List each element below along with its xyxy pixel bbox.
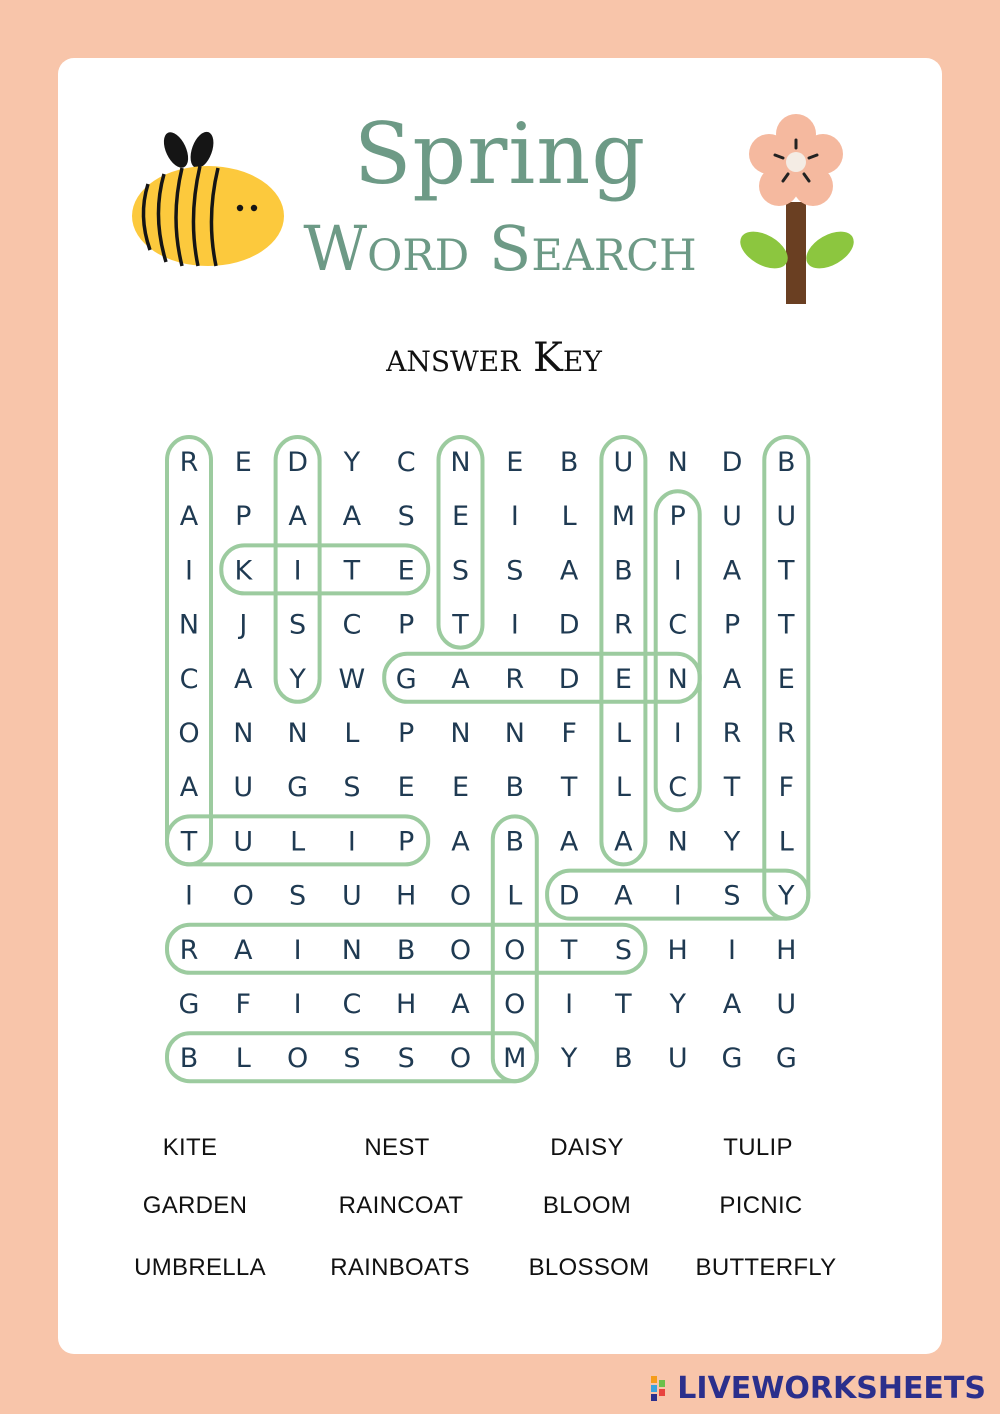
grid-letter: N: [287, 718, 308, 749]
grid-letter: M: [503, 1043, 527, 1075]
grid-letter: I: [673, 718, 682, 749]
grid-letter: B: [559, 447, 579, 478]
grid-letter: T: [778, 555, 795, 587]
grid-letter: U: [722, 501, 742, 533]
grid-letter: O: [178, 718, 200, 749]
grid-letter: T: [343, 555, 361, 587]
grid-letter: H: [776, 934, 797, 966]
grid-letter: I: [510, 609, 519, 641]
grid-letter: Y: [560, 1043, 578, 1075]
grid-letter: C: [342, 989, 362, 1020]
grid-letter: O: [504, 989, 526, 1020]
grid-letter: H: [396, 880, 417, 912]
grid-letter: C: [668, 772, 688, 804]
brand-logo-icon: [651, 1376, 673, 1402]
grid-letter: I: [347, 826, 356, 858]
grid-letter: F: [778, 772, 795, 804]
grid-letter: F: [235, 989, 252, 1020]
grid-letter: S: [343, 772, 361, 804]
grid-letter: I: [565, 989, 574, 1020]
grid-letter: T: [615, 989, 632, 1020]
grid-letter: B: [614, 1043, 633, 1075]
grid-letter: I: [185, 880, 193, 912]
grid-letter: P: [398, 826, 415, 858]
grid-letter: N: [178, 609, 200, 641]
grid-letter: S: [451, 555, 470, 587]
grid-letter: B: [614, 555, 633, 587]
grid-letter: Y: [723, 826, 741, 858]
grid-letter: L: [561, 501, 577, 533]
grid-letter: L: [615, 718, 631, 749]
grid-letter: I: [673, 880, 682, 912]
grid-letter: U: [776, 989, 797, 1020]
grid-letter: B: [777, 447, 796, 478]
grid-letter: W: [338, 663, 366, 695]
grid-letter: C: [396, 447, 416, 478]
answer-highlight-garden: [384, 654, 700, 702]
grid-letter: H: [396, 989, 417, 1020]
grid-letter: D: [721, 447, 743, 478]
grid-letter: O: [232, 880, 254, 912]
grid-letter: B: [179, 1043, 199, 1075]
grid-letter: S: [506, 555, 524, 587]
grid-letter: A: [234, 663, 253, 695]
grid-letter: A: [288, 501, 307, 533]
word-list-item: BLOSSOM: [528, 1254, 650, 1281]
grid-letter: S: [289, 880, 307, 912]
grid-letter: S: [289, 609, 307, 641]
grid-letter: O: [449, 934, 472, 966]
grid-letter: T: [723, 772, 741, 804]
grid-letter: D: [558, 663, 580, 695]
grid-letter: E: [397, 772, 415, 804]
grid-letter: E: [777, 663, 795, 695]
grid-letter: G: [287, 772, 309, 804]
grid-letter: G: [775, 1043, 797, 1075]
grid-letter: A: [722, 989, 742, 1020]
grid-letter: U: [667, 1043, 688, 1075]
grid-letter: A: [342, 501, 362, 533]
grid-letter: I: [293, 934, 302, 966]
grid-letter: J: [239, 609, 248, 641]
grid-letter: I: [293, 555, 302, 587]
grid-letter: N: [667, 663, 688, 695]
grid-letter: A: [451, 826, 470, 858]
grid-letter: P: [398, 718, 415, 749]
word-list-item: PICNIC: [719, 1192, 803, 1219]
grid-letter: E: [234, 447, 252, 478]
grid-letter: N: [450, 718, 471, 749]
answer-highlight-picnic: [656, 491, 700, 810]
word-list-item: RAINBOATS: [330, 1254, 470, 1281]
grid-letter: A: [559, 555, 579, 587]
grid-letter: D: [558, 609, 580, 641]
grid-letter: E: [451, 501, 470, 533]
grid-letter: L: [778, 826, 794, 858]
grid-letter: A: [179, 772, 199, 804]
grid-letter: I: [185, 555, 193, 587]
grid-letter: A: [179, 501, 199, 533]
grid-letter: E: [506, 447, 524, 478]
grid-letter: H: [667, 934, 688, 966]
grid-letter: R: [776, 718, 796, 749]
grid-letter: L: [235, 1043, 251, 1075]
grid-letter: I: [293, 989, 302, 1020]
grid-letter: F: [561, 718, 577, 749]
grid-letter: C: [668, 609, 688, 641]
word-list-item: TULIP: [723, 1134, 793, 1161]
grid-letter: T: [560, 934, 578, 966]
brand-footer: [651, 1371, 986, 1406]
grid-letter: B: [505, 772, 525, 804]
grid-letter: D: [558, 880, 580, 912]
grid-letter: K: [234, 555, 253, 587]
grid-letter: P: [235, 501, 252, 533]
word-list-item: GARDEN: [142, 1192, 248, 1219]
grid-letter: R: [179, 447, 199, 478]
grid-letter: P: [723, 609, 741, 641]
grid-letter: I: [673, 555, 682, 587]
grid-letter: A: [559, 826, 579, 858]
page-title-line1: Spring: [353, 105, 647, 203]
grid-letter: M: [611, 501, 636, 533]
grid-letter: O: [504, 934, 526, 966]
grid-letter: N: [667, 826, 688, 858]
grid-letter: L: [615, 772, 631, 804]
grid-letter: L: [507, 880, 523, 912]
grid-letter: A: [722, 663, 742, 695]
grid-letter: E: [614, 663, 632, 695]
word-list-item: RAINCOAT: [338, 1192, 464, 1219]
grid-letter: S: [614, 934, 632, 966]
grid-letter: N: [450, 447, 471, 478]
grid-letter: E: [397, 555, 415, 587]
word-list-item: UMBRELLA: [134, 1254, 266, 1281]
brand-name: LIVEWORKSHEETS: [677, 1371, 986, 1406]
grid-letter: R: [505, 663, 525, 695]
grid-letter: A: [234, 934, 253, 966]
grid-letter: N: [667, 447, 688, 478]
grid-letter: S: [397, 501, 415, 533]
grid-letter: O: [449, 1043, 472, 1075]
word-list-item: BUTTERFLY: [695, 1254, 837, 1281]
grid-letter: R: [614, 609, 633, 641]
grid-letter: T: [560, 772, 578, 804]
grid-letter: A: [451, 989, 470, 1020]
grid-letter: R: [179, 934, 199, 966]
grid-letter: N: [341, 934, 363, 966]
grid-letter: D: [287, 447, 308, 478]
word-list-item: BLOOM: [542, 1192, 632, 1219]
grid-letter: S: [343, 1043, 361, 1075]
grid-letter: U: [233, 772, 254, 804]
grid-letter: Y: [289, 663, 306, 695]
grid-letter: L: [344, 718, 360, 749]
grid-letter: A: [722, 555, 742, 587]
grid-letter: P: [669, 501, 686, 533]
grid-letter: N: [504, 718, 525, 749]
grid-letter: U: [342, 880, 362, 912]
grid-letter: S: [397, 1043, 415, 1075]
grid-letter: Y: [669, 989, 686, 1020]
grid-letter: Y: [343, 447, 361, 478]
page-subtitle: answer Key: [386, 335, 602, 381]
grid-letter: C: [342, 609, 362, 641]
grid-letter: U: [233, 826, 254, 858]
grid-letter: O: [286, 1043, 309, 1075]
grid-letter: R: [722, 718, 742, 749]
grid-letter: Y: [778, 880, 795, 912]
word-list-item: NEST: [364, 1134, 430, 1161]
grid-letter: T: [452, 609, 469, 641]
grid-letter: O: [449, 880, 472, 912]
grid-letter: C: [179, 663, 199, 695]
grid-letter: I: [728, 934, 736, 966]
grid-letter: G: [721, 1043, 743, 1075]
word-list-item: DAISY: [550, 1134, 624, 1161]
grid-letter: A: [451, 663, 470, 695]
grid-letter: I: [510, 501, 519, 533]
grid-letter: N: [233, 718, 254, 749]
grid-letter: U: [613, 447, 634, 478]
grid-letter: G: [178, 989, 200, 1020]
grid-letter: U: [776, 501, 797, 533]
grid-letter: T: [180, 826, 198, 858]
grid-letter: G: [395, 663, 417, 695]
page-title-line2: Word Search: [303, 212, 697, 285]
grid-letter: B: [396, 934, 416, 966]
word-list-item: KITE: [162, 1134, 218, 1161]
grid-letter: E: [451, 772, 470, 804]
grid-letter: P: [398, 609, 415, 641]
grid-letter: L: [290, 826, 306, 858]
grid-letter: T: [778, 609, 795, 641]
grid-letter: S: [723, 880, 741, 912]
grid-letter: A: [614, 826, 633, 858]
grid-letter: A: [614, 880, 633, 912]
grid-letter: B: [505, 826, 525, 858]
